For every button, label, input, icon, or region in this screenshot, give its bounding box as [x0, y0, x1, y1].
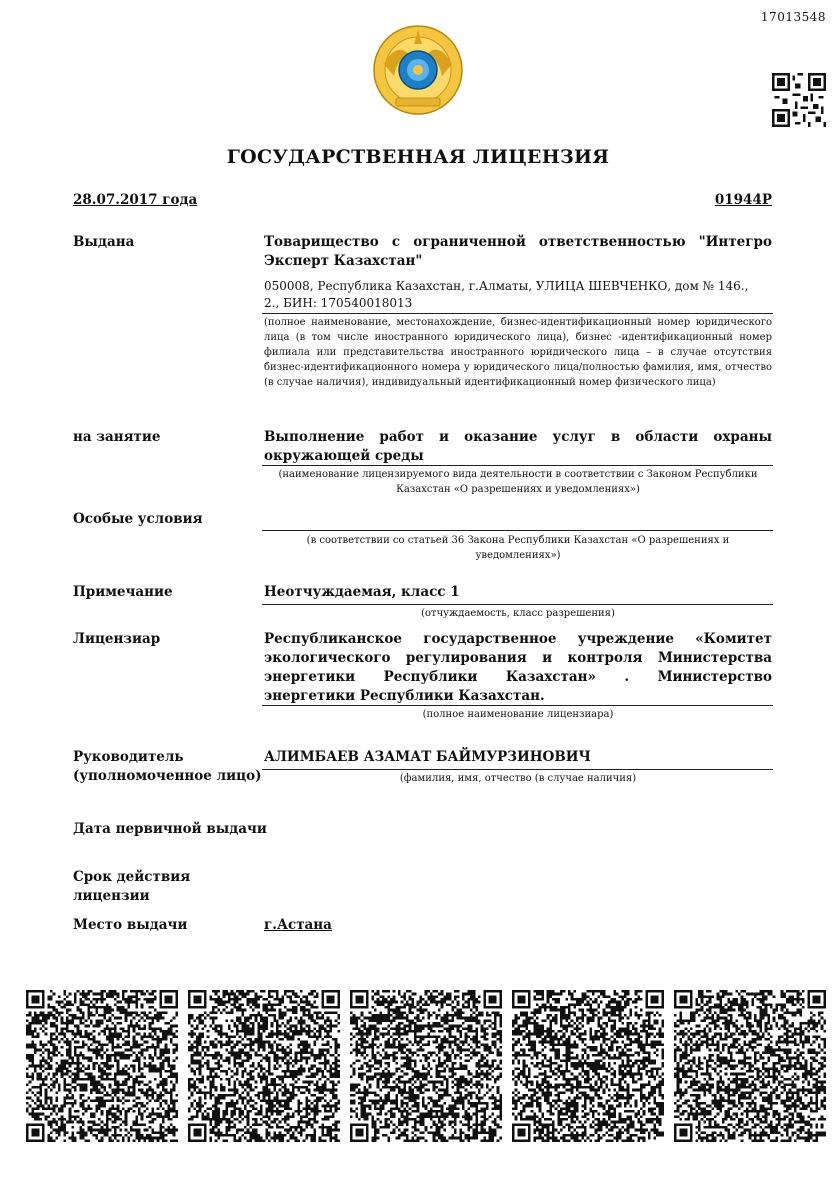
activity-value: Выполнение работ и оказание услуг в области охраны окружающей среды [264, 429, 772, 464]
divider [262, 465, 773, 466]
divider [262, 705, 773, 706]
issued-to-name: Товарищество с ограниченной ответственностью "Интегро Эксперт Казахстан" [264, 234, 772, 269]
head-label-line2: (уполномоченное лицо) [73, 768, 262, 784]
document-id: 17013548 [760, 10, 826, 24]
issue-date: 28.07.2017 года [73, 192, 198, 208]
qr-code-icon [674, 990, 826, 1142]
qr-code-icon [350, 990, 502, 1142]
divider [262, 313, 773, 314]
divider [262, 769, 773, 770]
head-value: АЛИМБАЕВ АЗАМАТ БАЙМУРЗИНОВИЧ [264, 749, 591, 765]
issued-to-address-line2: 2., БИН: 170540018013 [264, 296, 413, 310]
page-title: ГОСУДАРСТВЕННАЯ ЛИЦЕНЗИЯ [226, 146, 610, 168]
divider [262, 530, 773, 531]
qr-code-icon [188, 990, 340, 1142]
issued-to-address-line1: 050008, Республика Казахстан, г.Алматы, УЛИЦА ШЕВЧЕНКО, дом № 146., [264, 279, 749, 293]
special-conditions-note: (в соответствии со статьей 36 Закона Республики Казахстан «О разрешениях и уведомлениях») [306, 535, 730, 561]
head-label [73, 748, 261, 786]
special-conditions-label: Особые условия [73, 511, 203, 527]
place-label: Место выдачи [73, 917, 188, 933]
head-label-line1: Руководитель [73, 749, 184, 765]
remark-note: (отчуждаемость, класс разрешения) [421, 608, 615, 619]
issued-to-note: (полное наименование, местонахождение, бизнес-идентификационный номер юридического лица (в том числе иностранного юридического лица), бизнес -идентификационный номер филиала или представительства иностранного юридического лица – в случае отсутствия бизнес-идентификационного номера у юридического лица/полностью фамилия, имя, отчество (в случае наличия), индивидуальный идентификационный номер физического лица) [264, 317, 772, 388]
first-issue-label: Дата первичной выдачи [73, 821, 267, 837]
licensor-value: Республиканское государственное учреждение «Комитет экологического регулирования и контроля Министерства энергетики Республики Казахстан» . Министерство энергетики Республики Казахстан. [264, 631, 772, 704]
validity-label-line1: Срок действия [73, 869, 191, 885]
validity-label [73, 868, 190, 906]
issued-to-label: Выдана [73, 234, 135, 250]
validity-label-line2: лицензии [73, 888, 150, 904]
qr-code-icon [772, 73, 826, 127]
license-number: 01944Р [714, 192, 772, 208]
licensor-note: (полное наименование лицензиара) [422, 709, 614, 720]
licensor-label: Лицензиар [73, 631, 161, 647]
qr-code-icon [512, 990, 664, 1142]
qr-code-icon [26, 990, 178, 1142]
divider [262, 604, 773, 605]
activity-label: на занятие [73, 429, 161, 445]
remark-label: Примечание [73, 584, 173, 600]
activity-note: (наименование лицензируемого вида деятельности в соответствии с Законом Республики Казахстан «О разрешениях и уведомлениях») [278, 469, 758, 495]
remark-value: Неотчуждаемая, класс 1 [264, 584, 460, 600]
state-emblem-icon [372, 24, 464, 116]
head-note: (фамилия, имя, отчество (в случае наличия) [399, 773, 637, 784]
qr-code-row [26, 990, 826, 1142]
place-value: г.Астана [264, 917, 332, 933]
